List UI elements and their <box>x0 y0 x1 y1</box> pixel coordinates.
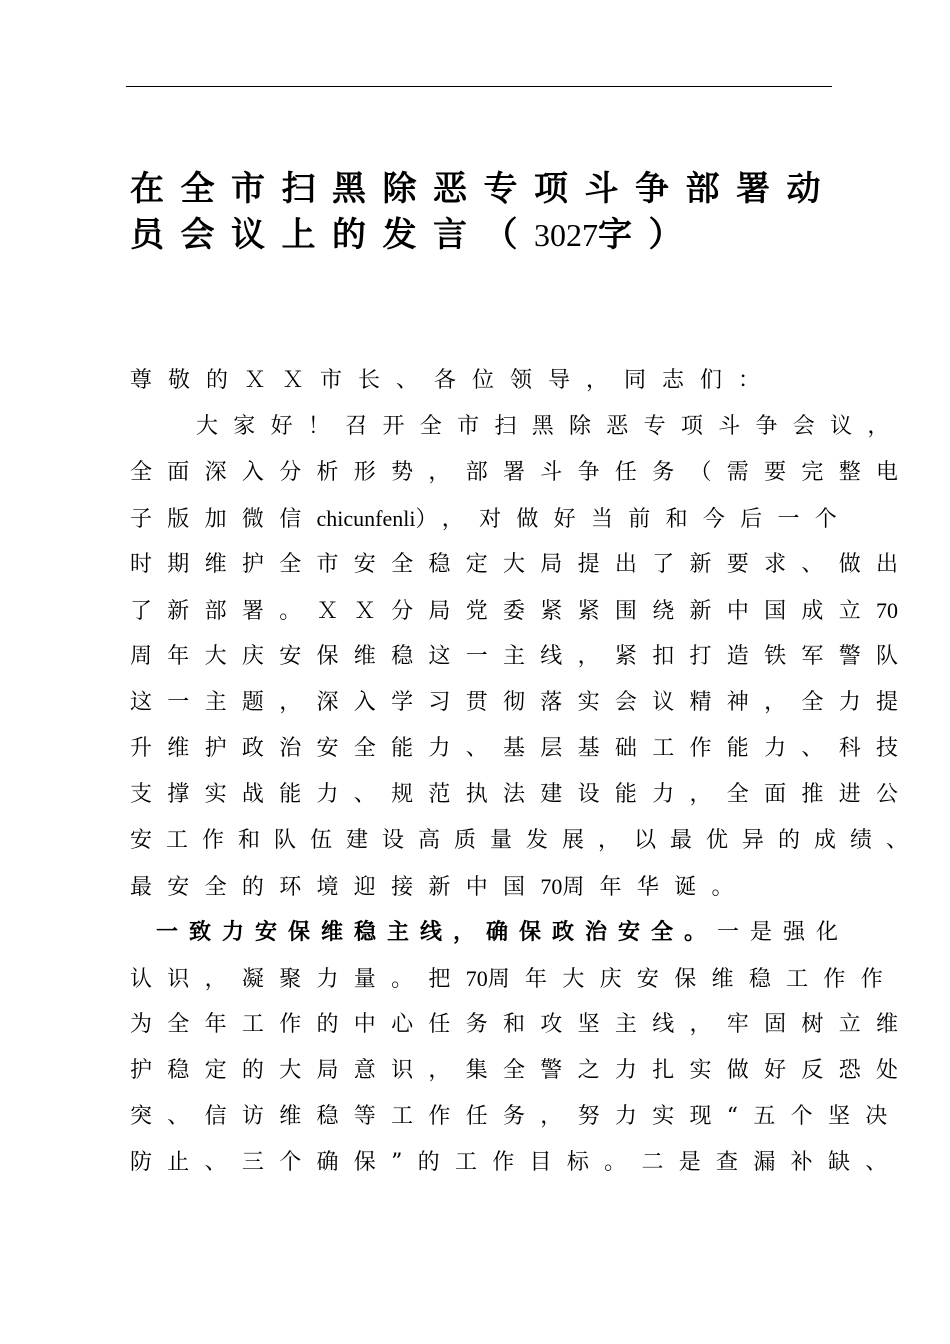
para1-line-11 <box>130 864 850 910</box>
para1-line-8: 升维护政治安全能力、基层基础工作能力、科技 <box>130 736 914 761</box>
para2-line-2-a: 认识，凝聚力量。 <box>130 967 429 992</box>
para2-line-3: 为全年工作的中心任务和攻坚主线，牢固树立维 <box>130 1012 914 1037</box>
title-line-2 <box>130 212 830 258</box>
para2-line-6-a: 防止、三个确保”的工作目标。 <box>130 1150 642 1175</box>
salutation <box>130 358 850 404</box>
para1-line-11-c: 周年华诞。 <box>562 875 749 900</box>
para1-line-5-d: 70 <box>876 598 899 623</box>
para1-line-3-a: 子版加微信 <box>130 507 317 532</box>
para1-line-3 <box>130 496 853 542</box>
wechat-id: chicunfenli <box>316 506 416 531</box>
salutation-text-a: 尊敬的 <box>130 368 245 393</box>
title-line-1: 在全市扫黑除恶专项斗争部署动 <box>130 169 837 209</box>
title-line-2-text: 员会议上的发言（ <box>130 215 534 255</box>
salutation-name: ＸＸ <box>244 368 321 393</box>
para2-line-2-d: 周年大庆安保维稳工作作 <box>487 967 899 992</box>
title-word-count: 3027 <box>534 217 598 253</box>
para2-line-2-b: 把 <box>428 967 466 992</box>
para1-line-4: 时期维护全市安全稳定大局提出了新要求、做出 <box>130 552 914 577</box>
para1-line-7: 这一主题，深入学习贯彻落实会议精神，全力提 <box>130 690 914 715</box>
para1-line-5-a: 了新部署。 <box>130 599 317 624</box>
para1-line-5 <box>130 588 899 634</box>
para1-line-2: 全面深入分析形势，部署斗争任务（需要完整电 <box>130 460 914 485</box>
para2-line-2-c: 70 <box>465 966 488 991</box>
para1-line-11-a: 最安全的环境迎接新中国 <box>130 875 541 900</box>
para1-line-11-b: 70 <box>540 874 563 899</box>
header-rule <box>126 86 832 87</box>
para1-line-10: 安工作和队伍建设高质量发展，以最优异的成绩、 <box>130 828 923 853</box>
para1-line-1: 大家好！召开全市扫黑除恶专项斗争会议， <box>196 414 905 439</box>
salutation-text-c: 市长、各位领导，同志们： <box>320 368 777 393</box>
para2-line-1 <box>130 910 850 956</box>
section-heading: 一致力安保维稳主线，确保政治安全。 <box>156 920 718 945</box>
title-line-2-end: 字） <box>598 215 699 255</box>
para2-line-6-b: 二是查漏补缺、 <box>641 1150 903 1175</box>
para1-line-5-c: 分局党委紧紧围绕新中国成立 <box>391 599 877 624</box>
para1-line-3-c: ），对做好当前和今后一个 <box>415 507 853 532</box>
para2-line-1-b: 一是强化 <box>717 920 850 945</box>
para1-line-5-b: ＸＸ <box>316 599 392 624</box>
para2-line-2 <box>130 956 899 1002</box>
para1-line-6: 周年大庆安保维稳这一主线，紧扣打造铁军警队 <box>130 644 914 669</box>
para1-line-9: 支撑实战能力、规范执法建设能力，全面推进公 <box>130 782 914 807</box>
para2-line-5: 突、信访维稳等工作任务，努力实现“五个坚决 <box>130 1104 903 1129</box>
document-body <box>130 358 923 1186</box>
para2-line-6 <box>130 1140 903 1186</box>
para2-line-4: 护稳定的大局意识，集全警之力扎实做好反恐处 <box>130 1058 914 1083</box>
page-title <box>130 166 837 258</box>
